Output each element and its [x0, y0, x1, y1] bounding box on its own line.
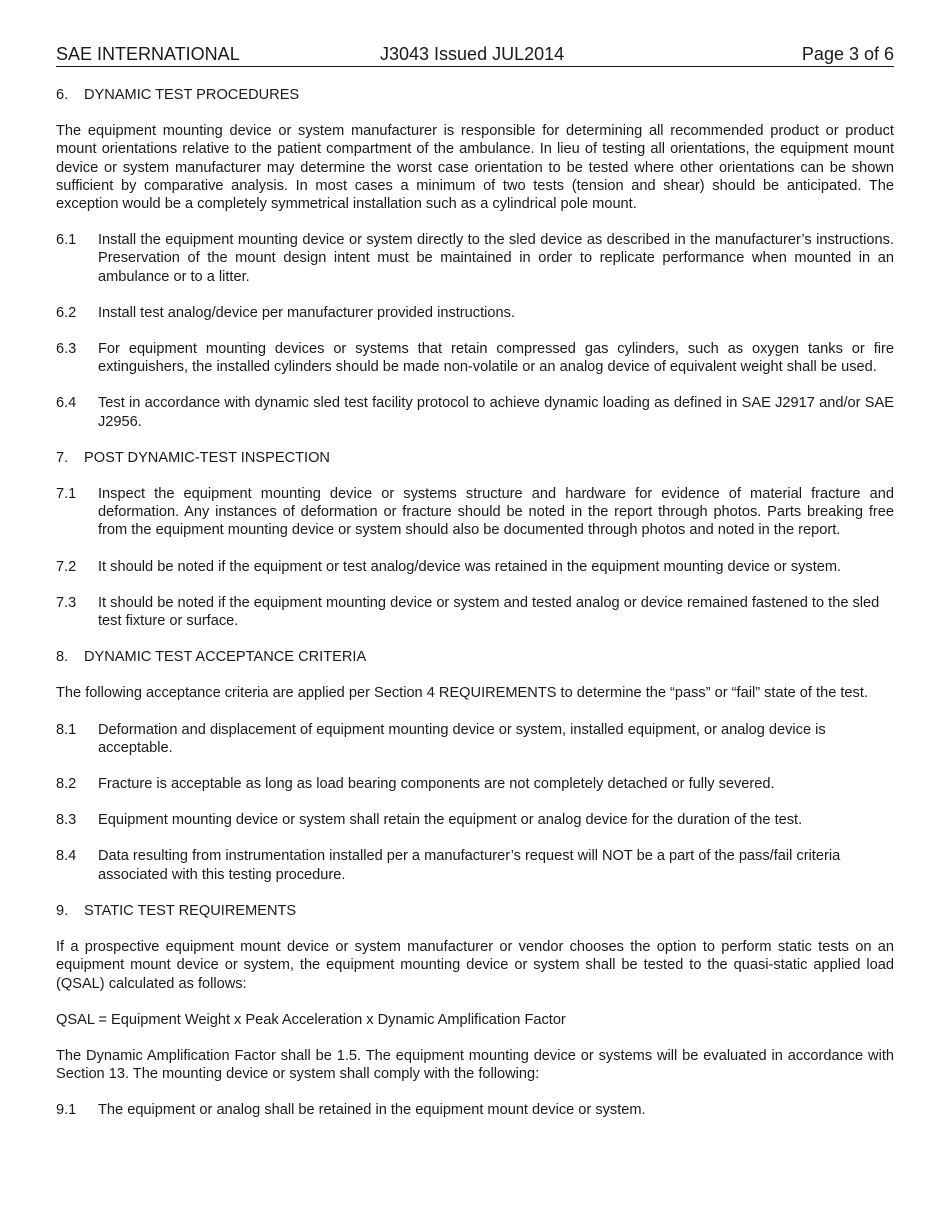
clause-number: 7.3	[56, 594, 77, 611]
section-9-paragraph: The Dynamic Amplification Factor shall be 1.5. The equipment mounting device or systems will be evaluated in accordance with Section 13. The mounting device or system shall comply with the following:	[56, 1047, 894, 1083]
clause-number: 6.3	[56, 341, 77, 358]
clause-text: Install test analog/device per manufacturer provided instructions.	[98, 304, 515, 321]
clause-9-1	[56, 1101, 894, 1119]
header-page-number: Page 3 of 6	[801, 44, 894, 64]
section-7-heading	[56, 449, 894, 467]
clause-7-1	[56, 485, 894, 540]
section-9-intro: If a prospective equipment mount device or system manufacturer or vendor chooses the option to perform static tests on an equipment mount device or system, the equipment mounting device or system shall be tested to the quasi-static applied load (QSAL) calculated as follows:	[56, 939, 894, 992]
clause-text: Test in accordance with dynamic sled test facility protocol to achieve dynamic loading as defined in SAE J2917 and/or SAE J2956.	[98, 395, 894, 430]
clause-number: 7.2	[56, 558, 77, 575]
clause-text: Deformation and displacement of equipment mounting device or system, installed equipment, or analog device is acceptable.	[98, 721, 826, 756]
clause-number: 9.1	[56, 1102, 77, 1119]
clause-number: 6.1	[56, 232, 77, 249]
clause-text: Inspect the equipment mounting device or systems structure and hardware for evidence of material fracture and deformation. Any instances of deformation or fracture should be noted in the report through photos. Parts breaking free from the equipment mounting device or system should also be documented through photos and noted in the report.	[98, 486, 894, 539]
clause-7-3	[56, 594, 894, 630]
clause-8-1	[56, 721, 894, 757]
clause-number: 8.3	[56, 812, 77, 829]
section-number: 6.	[56, 87, 69, 103]
page-header	[56, 44, 894, 67]
section-title: POST DYNAMIC-TEST INSPECTION	[84, 449, 330, 466]
clause-6-2	[56, 304, 894, 322]
clause-text: It should be noted if the equipment mounting device or system and tested analog or device remained fastened to the sled test fixture or surface.	[98, 594, 880, 630]
section-8-intro: The following acceptance criteria are applied per Section 4 REQUIREMENTS to determine the “pass” or “fail” state of the test.	[56, 685, 868, 702]
clause-text: It should be noted if the equipment or test analog/device was retained in the equipment mounting device or system.	[98, 558, 842, 575]
section-number: 7.	[56, 449, 69, 466]
header-doc-id: J3043 Issued JUL2014	[380, 44, 565, 64]
clause-8-2	[56, 775, 894, 793]
clause-text: Fracture is acceptable as long as load bearing components are not completely detached or fully severed.	[98, 776, 775, 793]
clause-number: 8.4	[56, 848, 77, 865]
section-number: 9.	[56, 902, 69, 919]
section-title: DYNAMIC TEST ACCEPTANCE CRITERIA	[84, 649, 367, 666]
section-number: 8.	[56, 649, 69, 666]
qsal-formula: QSAL = Equipment Weight x Peak Acceleration x Dynamic Amplification Factor	[56, 1011, 566, 1028]
clause-6-4	[56, 394, 894, 430]
clause-text: Data resulting from instrumentation installed per a manufacturer’s request will NOT be a part of the pass/fail criteria associated with this testing procedure.	[98, 848, 841, 883]
clause-text: The equipment or analog shall be retained in the equipment mount device or system.	[98, 1102, 646, 1119]
section-title: DYNAMIC TEST PROCEDURES	[84, 87, 300, 103]
clause-text: Equipment mounting device or system shall retain the equipment or analog device for the duration of the test.	[98, 812, 803, 829]
header-org: SAE INTERNATIONAL	[56, 44, 240, 64]
clause-7-2	[56, 558, 894, 576]
clause-number: 8.2	[56, 776, 77, 793]
clause-6-3	[56, 340, 894, 376]
clause-text: For equipment mounting devices or systems that retain compressed gas cylinders, such as oxygen tanks or fire extinguishers, the installed cylinders should be made non-volatile or an analog device of equivalent weight shall be used.	[98, 341, 894, 376]
clause-6-1	[56, 231, 894, 286]
clause-8-4	[56, 847, 894, 883]
clause-number: 6.2	[56, 304, 77, 321]
clause-number: 7.1	[56, 486, 77, 503]
section-title: STATIC TEST REQUIREMENTS	[84, 902, 297, 919]
clause-text: Install the equipment mounting device or system directly to the sled device as described in the manufacturer’s instructions. Preservation of the mount design intent must be maintained in order to replicate performance when mounted in an ambulance or to a litter.	[98, 232, 894, 285]
clause-number: 8.1	[56, 721, 77, 738]
section-8-heading	[56, 648, 894, 666]
clause-number: 6.4	[56, 395, 77, 412]
section-6-heading	[56, 86, 894, 104]
section-6-intro: The equipment mounting device or system manufacturer is responsible for determining all recommended product or product mount orientations relative to the patient compartment of the ambulance. In lieu of testing all orientations, the equipment mount device or system manufacturer may determine the worst case orientation to be tested where other orientations can be shown sufficient by comparative analysis. In most cases a minimum of two tests (tension and shear) should be anticipated. The exception would be a completely symmetrical installation such as a cylindrical pole mount.	[56, 123, 894, 213]
section-9-heading	[56, 902, 894, 920]
clause-8-3	[56, 811, 894, 829]
document-body	[56, 86, 894, 1138]
